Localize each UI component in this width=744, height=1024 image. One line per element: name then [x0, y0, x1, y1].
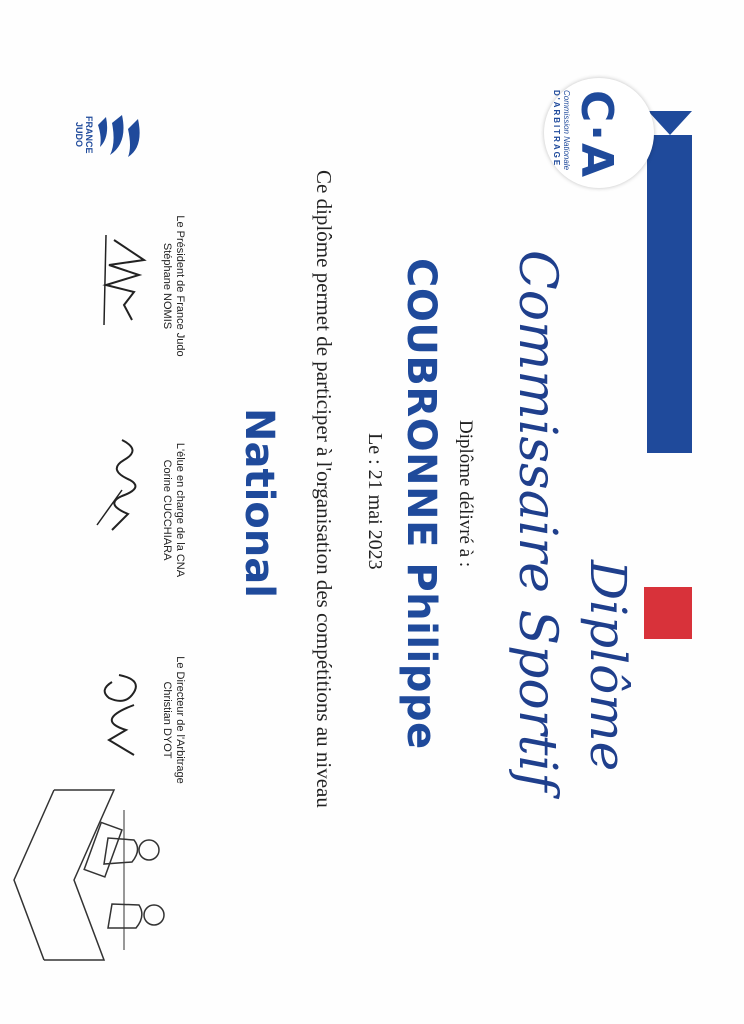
level-text: National	[236, 408, 282, 598]
signature-president	[160, 186, 186, 386]
recipient-name: COUBRONNE Philippe	[398, 258, 444, 750]
purpose-text: Ce diplôme permet de participer à l'organisation des compétitions au niveau	[312, 170, 336, 808]
signature-name: Christian DYOT	[161, 681, 173, 759]
signature-name: Corine CUCCHIARA	[161, 459, 173, 561]
diploma-subtitle: Commissaire Sportif	[507, 250, 567, 792]
cna-logo: C·A	[571, 90, 622, 180]
diploma-title: Diplôme	[579, 560, 637, 772]
red-ribbon	[644, 587, 692, 639]
ribbon-notch	[648, 111, 692, 135]
signature-role: L'élue en charge de la CNA	[174, 442, 186, 578]
delivered-label: Diplôme délivré à :	[455, 420, 476, 568]
issue-date: Le : 21 mai 2023	[364, 433, 386, 570]
officials-table-illustration-icon	[4, 780, 174, 970]
cna-subtitle: Commission Nationale	[562, 90, 571, 171]
signature-icon	[84, 660, 154, 770]
signature-elue	[160, 410, 186, 610]
signature-icon	[92, 430, 152, 540]
signature-icon	[94, 230, 154, 330]
blue-ribbon	[647, 111, 692, 453]
signature-role: Le Directeur de l'Arbitrage	[174, 656, 186, 784]
signature-name: Stéphane NOMIS	[161, 242, 173, 330]
france-judo-text-2: JUDO	[74, 122, 84, 148]
france-judo-text: FRANCE	[84, 116, 94, 154]
signature-role: Le Président de France Judo	[174, 215, 186, 357]
cna-subtitle-2: D'ARBITRAGE	[552, 90, 561, 168]
